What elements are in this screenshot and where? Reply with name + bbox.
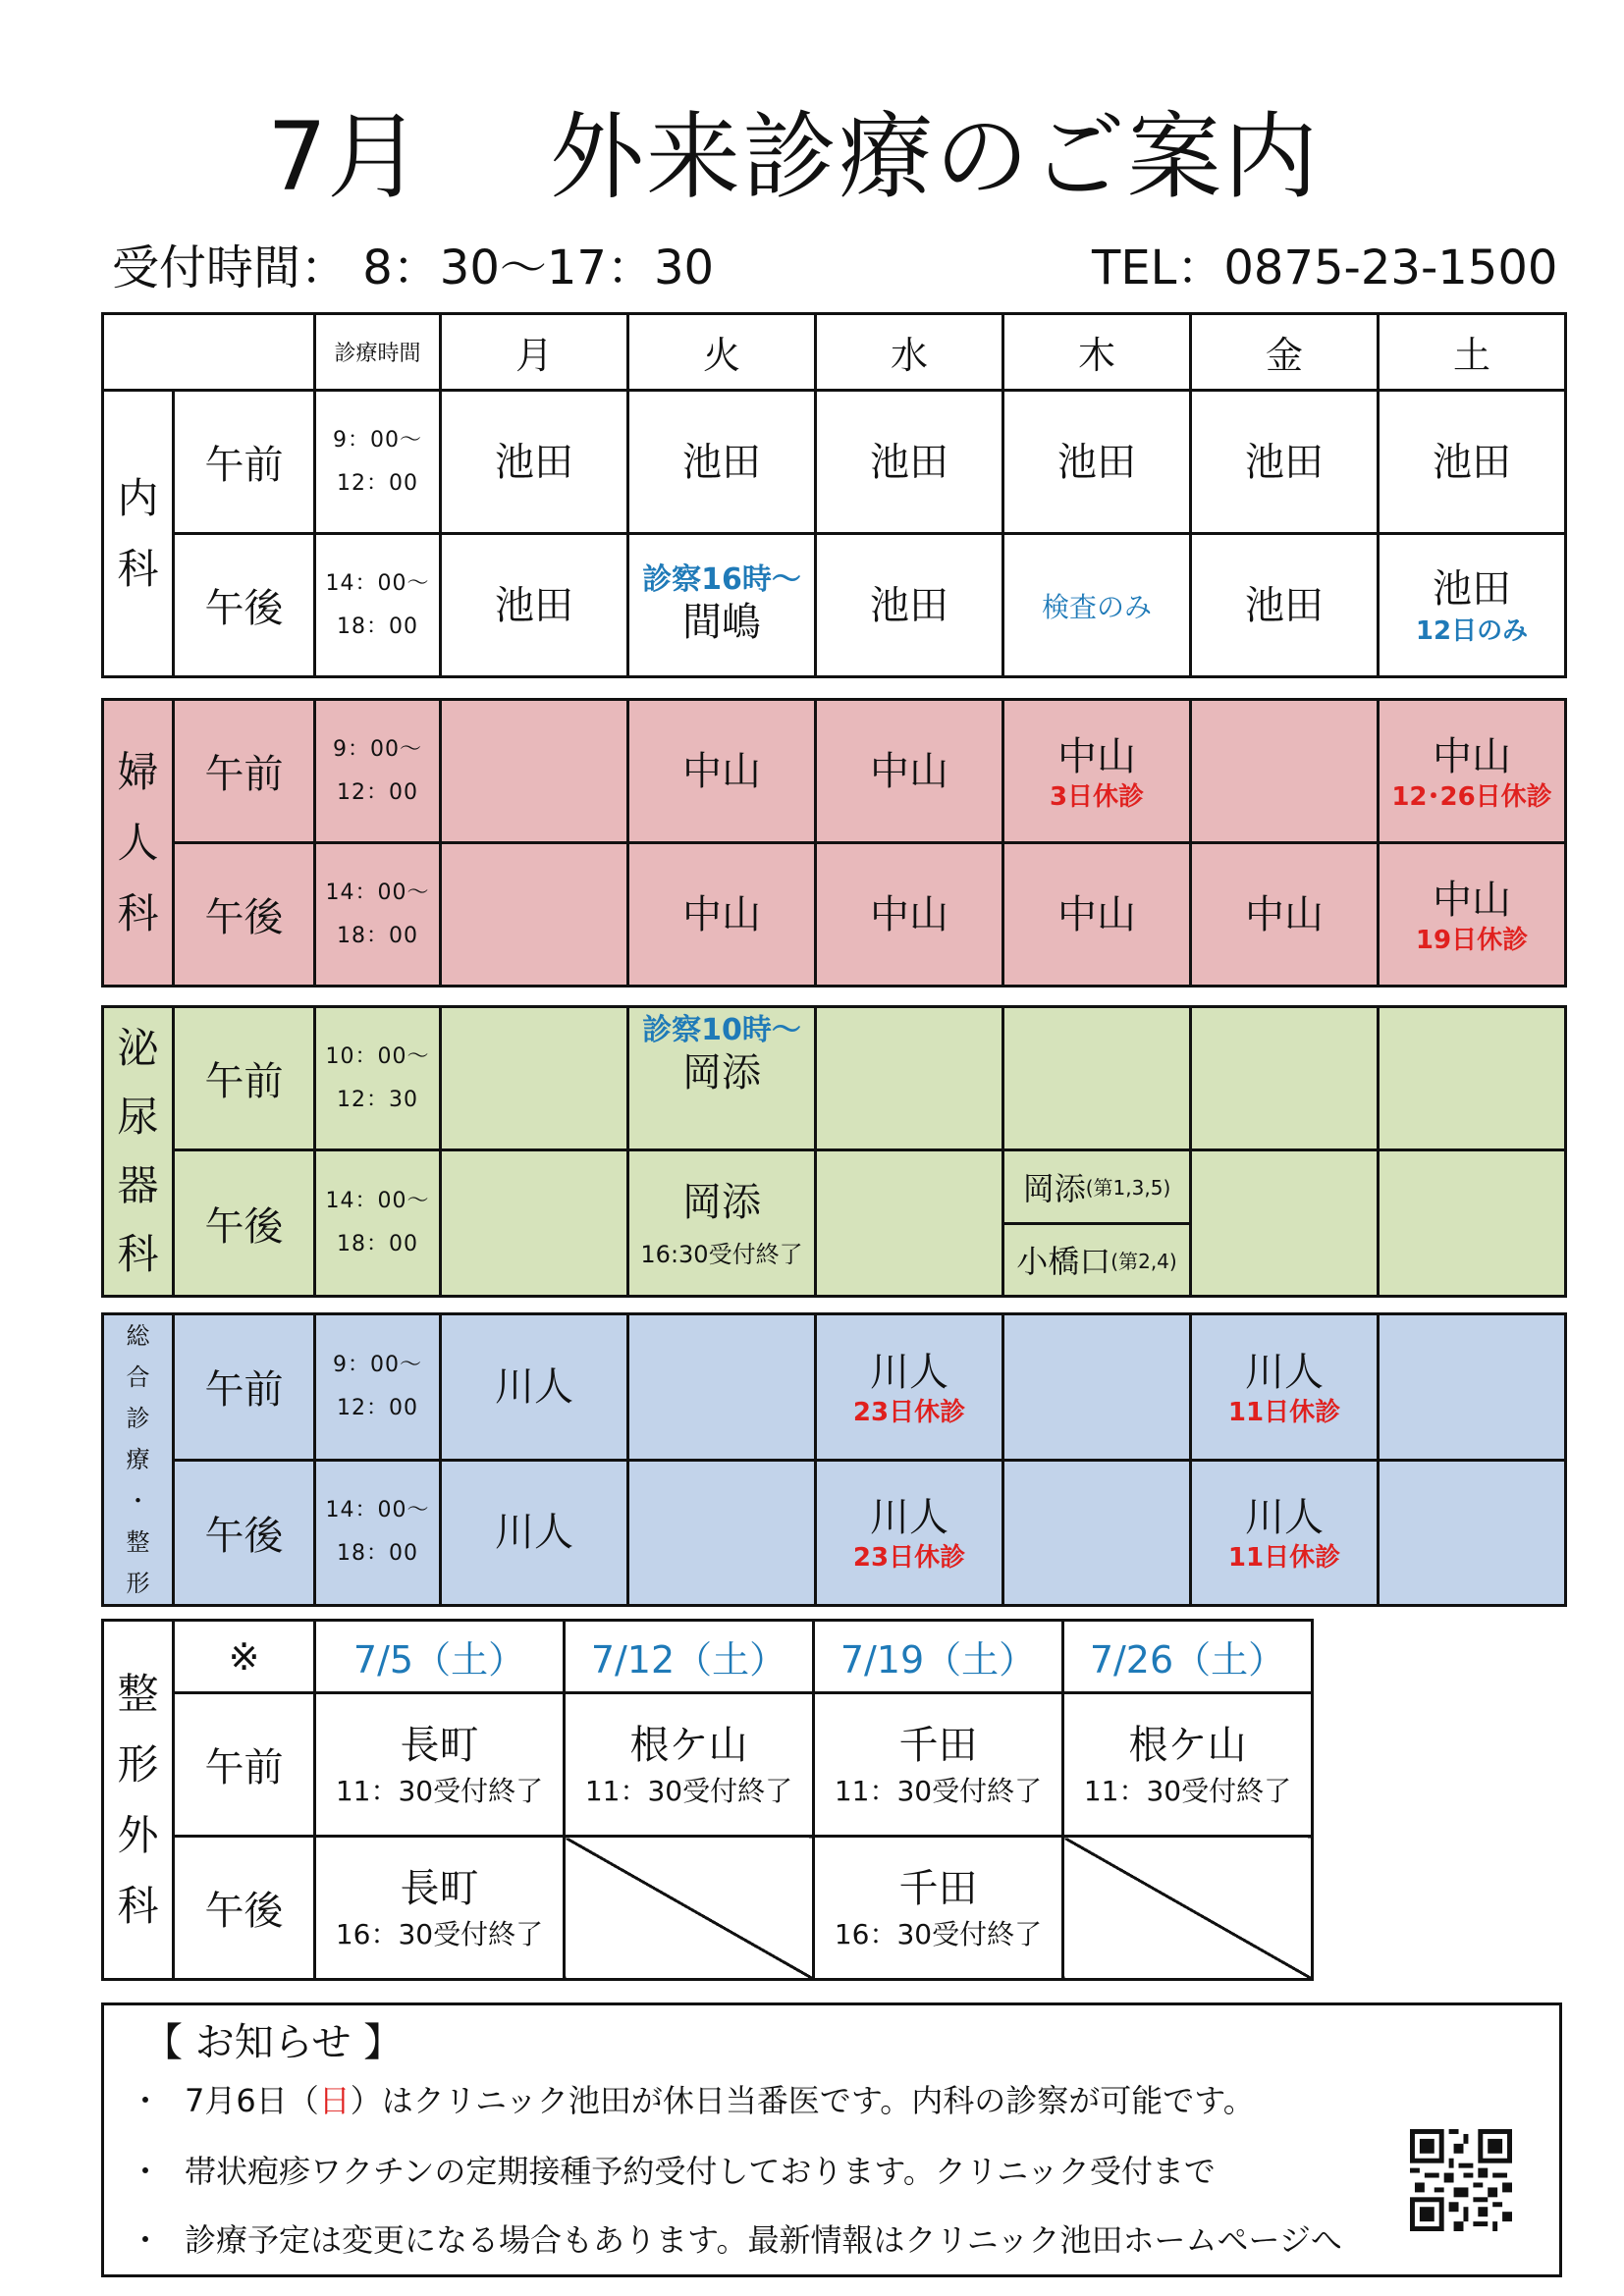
hinyoki-am-label: 午前 bbox=[174, 1007, 315, 1150]
naika-am-time: 9：00〜 12：00 bbox=[315, 391, 441, 534]
seikei-pm-2-closed bbox=[565, 1837, 814, 1980]
hinyoki-am-wed bbox=[816, 1007, 1003, 1150]
hinyoki-pm-wed bbox=[816, 1150, 1003, 1297]
seikei-pm-label: 午後 bbox=[174, 1837, 315, 1980]
seikei-date-4: 7/26（土） bbox=[1063, 1621, 1313, 1693]
sogo-pm-fri: 川人 11日休診 bbox=[1191, 1460, 1379, 1606]
naika-pm-thu: 検査のみ bbox=[1003, 534, 1191, 677]
header-blank bbox=[103, 314, 315, 391]
naika-pm-time: 14：00〜 18：00 bbox=[315, 534, 441, 677]
seikei-am-1: 長町 11：30受付終了 bbox=[315, 1693, 565, 1837]
fujinka-am-sat: 中山 12･26日休診 bbox=[1379, 700, 1566, 843]
title-main: 外来診療のご案内 bbox=[550, 102, 1320, 212]
header-sat: 土 bbox=[1379, 314, 1566, 391]
naika-pm-wed: 池田 bbox=[816, 534, 1003, 677]
naika-am-label: 午前 bbox=[174, 391, 315, 534]
reception-hours: 受付時間： 8：30〜17：30 bbox=[112, 240, 715, 295]
hinyoki-pm-fri bbox=[1191, 1150, 1379, 1297]
hinyoki-pm-thu-second: 小橋口 (第2,4) bbox=[1016, 1243, 1177, 1281]
dept-sogo: 総 合 診 療 ・ 整 形 bbox=[103, 1314, 174, 1606]
naika-pm-fri: 池田 bbox=[1191, 534, 1379, 677]
fujinka-am-wed: 中山 bbox=[816, 700, 1003, 843]
fujinka-pm-sat: 中山 19日休診 bbox=[1379, 843, 1566, 987]
sogo-pm-label: 午後 bbox=[174, 1460, 315, 1606]
fujinka-pm-mon bbox=[441, 843, 628, 987]
naika-pm-tue: 診察16時〜 間嶋 bbox=[628, 534, 816, 677]
header-thu: 木 bbox=[1003, 314, 1191, 391]
header-wed: 水 bbox=[816, 314, 1003, 391]
dept-fujinka: 婦 人 科 bbox=[103, 700, 174, 987]
notice-line-3: ・ 診療予定は変更になる場合もあります。最新情報はクリニック池田ホームページへ bbox=[130, 2221, 1342, 2259]
fujinka-am-mon bbox=[441, 700, 628, 843]
seikei-date-2: 7/12（土） bbox=[565, 1621, 814, 1693]
naika-am-mon: 池田 bbox=[441, 391, 628, 534]
naika-pm-sat: 池田 12日のみ bbox=[1379, 534, 1566, 677]
hinyoki-am-thu bbox=[1003, 1007, 1191, 1150]
sogo-am-mon: 川人 bbox=[441, 1314, 628, 1461]
fujinka-pm-fri: 中山 bbox=[1191, 843, 1379, 987]
seikei-date-3: 7/19（土） bbox=[814, 1621, 1063, 1693]
fujinka-am-time: 9：00〜 12：00 bbox=[315, 700, 441, 843]
seikei-am-2: 根ケ山 11：30受付終了 bbox=[565, 1693, 814, 1837]
seikei-am-3: 千田 11：30受付終了 bbox=[814, 1693, 1063, 1837]
dept-naika: 内 科 bbox=[103, 391, 174, 677]
seikei-pm-3: 千田 16：30受付終了 bbox=[814, 1837, 1063, 1980]
fujinka-pm-thu: 中山 bbox=[1003, 843, 1191, 987]
sogo-pm-time: 14：00〜 18：00 bbox=[315, 1460, 441, 1606]
sogo-am-sat bbox=[1379, 1314, 1566, 1461]
seikei-am-label: 午前 bbox=[174, 1693, 315, 1837]
sogo-am-wed: 川人 23日休診 bbox=[816, 1314, 1003, 1461]
fujinka-pm-label: 午後 bbox=[174, 843, 315, 987]
fujinka-pm-wed: 中山 bbox=[816, 843, 1003, 987]
fujinka-pm-tue: 中山 bbox=[628, 843, 816, 987]
naika-am-thu: 池田 bbox=[1003, 391, 1191, 534]
notice-heading: 【 お知らせ 】 bbox=[143, 2020, 404, 2065]
header-mon: 月 bbox=[441, 314, 628, 391]
hinyoki-pm-thu-first: 岡添 (第1,3,5) bbox=[1004, 1151, 1189, 1225]
fujinka-am-fri bbox=[1191, 700, 1379, 843]
sogo-am-time: 9：00〜 12：00 bbox=[315, 1314, 441, 1461]
dept-hinyoki: 泌 尿 器 科 bbox=[103, 1007, 174, 1297]
qr-code-icon[interactable] bbox=[1410, 2129, 1512, 2231]
hinyoki-pm-label: 午後 bbox=[174, 1150, 315, 1297]
naika-am-tue: 池田 bbox=[628, 391, 816, 534]
sogo-pm-sat bbox=[1379, 1460, 1566, 1606]
sogo-pm-wed: 川人 23日休診 bbox=[816, 1460, 1003, 1606]
telephone: TEL：0875-23-1500 bbox=[1092, 240, 1558, 295]
fujinka-am-tue: 中山 bbox=[628, 700, 816, 843]
dept-seikei: 整 形 外 科 bbox=[103, 1621, 174, 1980]
hinyoki-table bbox=[101, 1005, 1567, 1298]
title-month: 7月 bbox=[267, 102, 422, 212]
hinyoki-am-tue: 診察10時〜 岡添 bbox=[628, 1007, 816, 1150]
hinyoki-am-mon bbox=[441, 1007, 628, 1150]
header-tue: 火 bbox=[628, 314, 816, 391]
sogo-am-tue bbox=[628, 1314, 816, 1461]
sogo-am-fri: 川人 11日休診 bbox=[1191, 1314, 1379, 1461]
naika-am-fri: 池田 bbox=[1191, 391, 1379, 534]
hinyoki-am-sat bbox=[1379, 1007, 1566, 1150]
seikei-mark: ※ bbox=[174, 1621, 315, 1693]
seikei-pm-1: 長町 16：30受付終了 bbox=[315, 1837, 565, 1980]
seikei-am-4: 根ケ山 11：30受付終了 bbox=[1063, 1693, 1313, 1837]
hinyoki-pm-thu bbox=[1003, 1150, 1191, 1297]
title bbox=[0, 98, 1624, 216]
fujinka-table bbox=[101, 698, 1567, 988]
seikei-table bbox=[101, 1619, 1314, 1981]
notice-box bbox=[101, 2002, 1562, 2277]
fujinka-am-label: 午前 bbox=[174, 700, 315, 843]
sogo-am-label: 午前 bbox=[174, 1314, 315, 1461]
hinyoki-pm-time: 14：00〜 18：00 bbox=[315, 1150, 441, 1297]
sogo-am-thu bbox=[1003, 1314, 1191, 1461]
sogo-pm-tue bbox=[628, 1460, 816, 1606]
sogo-table bbox=[101, 1312, 1567, 1607]
notice-line-2: ・ 帯状疱疹ワクチンの定期接種予約受付しております。クリニック受付まで bbox=[130, 2153, 1216, 2190]
hinyoki-pm-tue: 岡添 16:30受付終了 bbox=[628, 1150, 816, 1297]
fujinka-am-thu: 中山 3日休診 bbox=[1003, 700, 1191, 843]
header-fri: 金 bbox=[1191, 314, 1379, 391]
hinyoki-am-fri bbox=[1191, 1007, 1379, 1150]
header-time: 診療時間 bbox=[315, 314, 441, 391]
naika-table bbox=[101, 312, 1567, 678]
naika-am-sat: 池田 bbox=[1379, 391, 1566, 534]
seikei-pm-4-closed bbox=[1063, 1837, 1313, 1980]
naika-am-wed: 池田 bbox=[816, 391, 1003, 534]
sogo-pm-mon: 川人 bbox=[441, 1460, 628, 1606]
hinyoki-am-time: 10：00〜 12：30 bbox=[315, 1007, 441, 1150]
notice-line-1: ・ 7月6日（日）はクリニック池田が休日当番医です。内科の診察が可能です。 bbox=[130, 2082, 1255, 2119]
naika-pm-mon: 池田 bbox=[441, 534, 628, 677]
hinyoki-pm-mon bbox=[441, 1150, 628, 1297]
fujinka-pm-time: 14：00〜 18：00 bbox=[315, 843, 441, 987]
sogo-pm-thu bbox=[1003, 1460, 1191, 1606]
naika-pm-label: 午後 bbox=[174, 534, 315, 677]
seikei-date-1: 7/5（土） bbox=[315, 1621, 565, 1693]
hinyoki-pm-sat bbox=[1379, 1150, 1566, 1297]
